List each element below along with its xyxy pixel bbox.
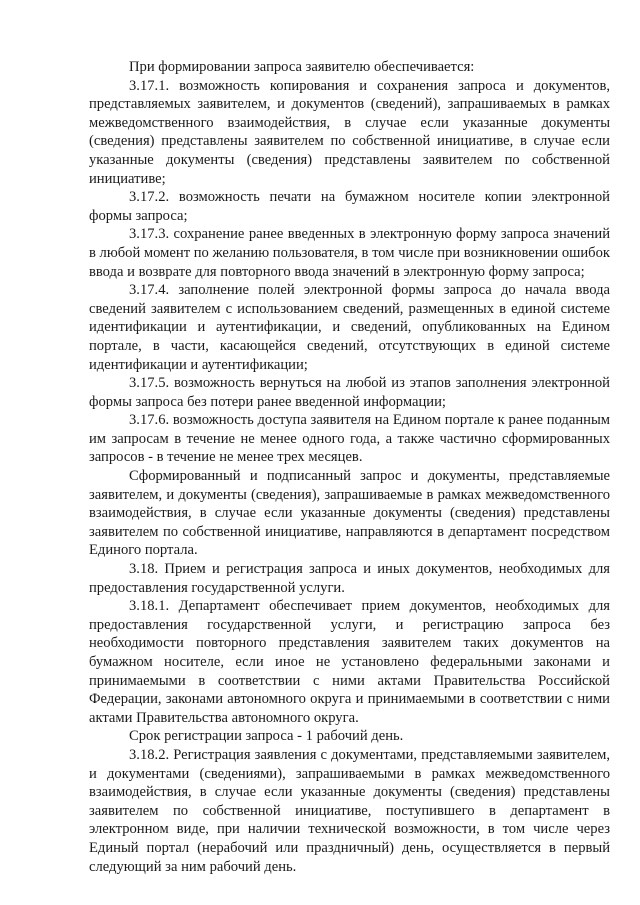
intro-paragraph: При формировании запроса заявителю обеспечивается: <box>129 59 475 75</box>
clause-3-18-1: 3.18.1. Департамент обеспечивает прием документов, необходимых для предоставления государственной услуги, и регистрацию запроса без необходимости повторного представления заявителем таких документов на бумажном носителе, если иное не установлено федеральными законами и принимаемыми в соответствии с ними актами Правительства Российской Федерации, законами автономного округа и принимаемыми в соответствии с ними актами Правительства автономного округа. <box>89 598 610 726</box>
document-page <box>89 58 610 876</box>
clause-3-17-6: 3.17.6. возможность доступа заявителя на Едином портале к ранее поданным им запросам в течение не менее одного года, а также частично сформированных запросов - в течение не менее трех месяцев. <box>89 412 610 466</box>
clause-3-18-2: 3.18.2. Регистрация заявления с документами, представляемыми заявителем, и документами (сведениями), запрашиваемыми в рамках межведомственного взаимодействия, в случае если указанные документы (сведения) представлены заявителем по собственной инициативе, поступившего в департамент в электронном виде, при наличии технической возможности, в том числе через Единый портал (нерабочий или праздничный) день, осуществляется в первый следующий за ним рабочий день. <box>89 746 610 875</box>
clause-3-17-4: 3.17.4. заполнение полей электронной формы запроса до начала ввода сведений заявителем с использованием сведений, размещенных в единой системе идентификации и аутентификации, и сведений, опубликованных на Едином портале, в части, касающейся сведений, отсутствующих в единой системе идентификации и аутентификации; <box>89 282 610 373</box>
clause-3-17-1: 3.17.1. возможность копирования и сохранения запроса и документов, представляемых заявителем, и документов (сведений), запрашиваемых в рамках межведомственного взаимодействия, в случае если указанные документы (сведения) представлены заявителем по собственной инициативе, в случае если указанные документы (сведения) представлены заявителем по собственной инициативе; <box>89 77 610 187</box>
clause-3-17-3: 3.17.3. сохранение ранее введенных в электронную форму запроса значений в любой момент по желанию пользователя, в том числе при возникновении ошибок ввода и возврате для повторного ввода значений в электронную форму запроса; <box>89 226 610 280</box>
clause-3-18: 3.18. Прием и регистрация запроса и иных документов, необходимых для предоставления государственной услуги. <box>89 561 610 596</box>
clause-3-17-5: 3.17.5. возможность вернуться на любой из этапов заполнения электронной формы запроса без потери ранее введенной информации; <box>89 375 610 410</box>
registration-term-paragraph: Срок регистрации запроса - 1 рабочий день. <box>129 728 404 745</box>
submission-paragraph: Сформированный и подписанный запрос и документы, представляемые заявителем, и документы (сведения), запрашиваемые в рамках межведомственного взаимодействия, в случае если указанные документы (сведения) представлены заявителем по собственной инициативе, направляются в департамент посредством Единого портала. <box>89 468 610 559</box>
clause-3-17-2: 3.17.2. возможность печати на бумажном носителе копии электронной формы запроса; <box>89 189 610 224</box>
